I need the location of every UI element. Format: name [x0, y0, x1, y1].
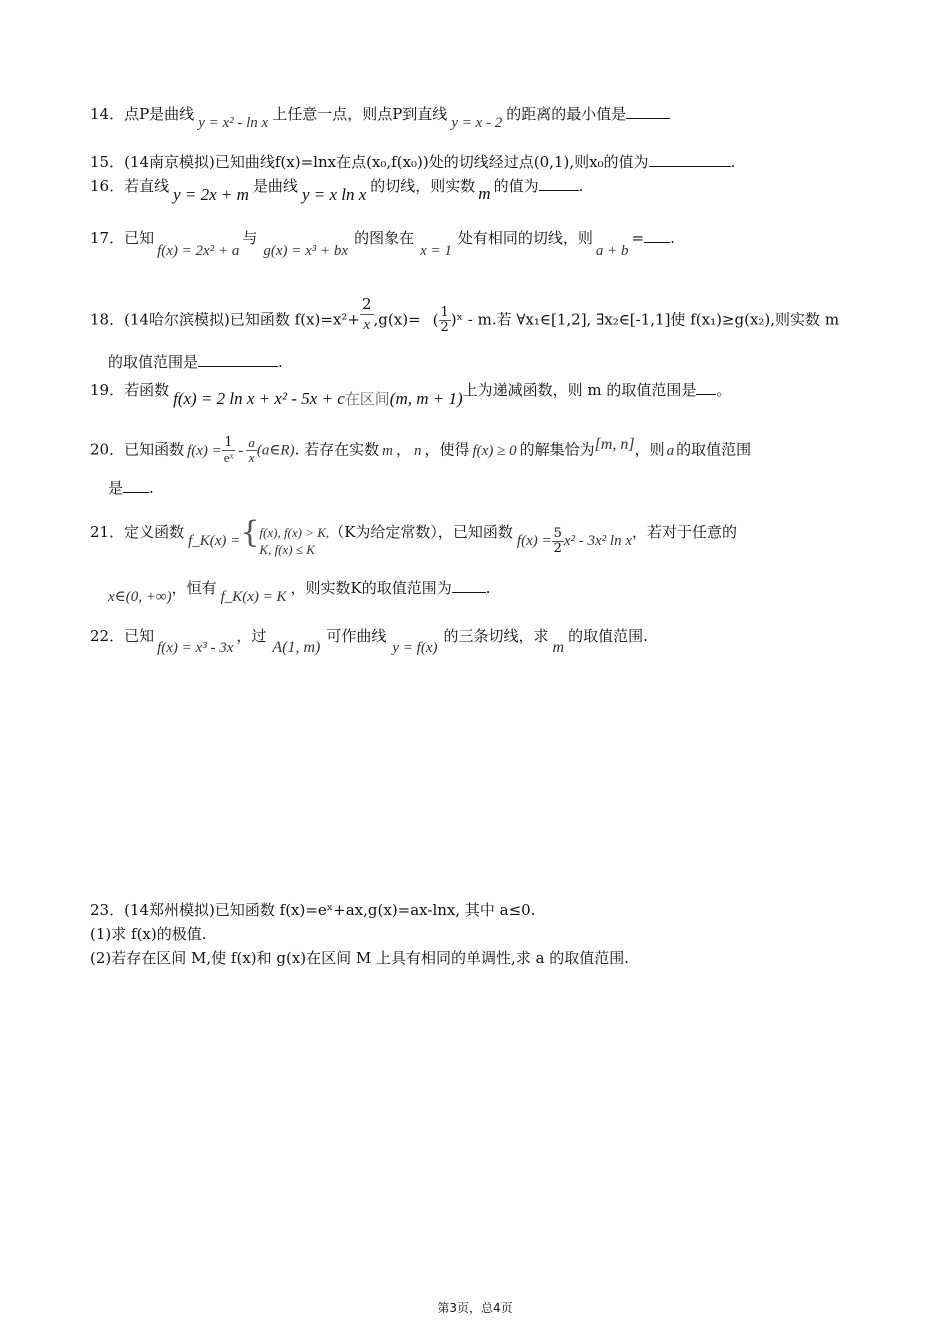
fraction	[246, 436, 257, 465]
denominator: 2	[440, 320, 449, 335]
text: 处有相同的切线，则	[457, 229, 593, 247]
math-f: f(x) = 2 ln x + x² - 5x + c	[173, 389, 345, 408]
numerator: a	[248, 435, 255, 450]
text: ，恒有	[171, 579, 217, 597]
math-expr: a + b	[595, 243, 629, 259]
problem-23-q2	[90, 948, 629, 968]
problem-number: 17．	[90, 229, 125, 247]
text: ，	[395, 440, 411, 459]
problem-21	[90, 515, 738, 557]
math-eq: f_K(x) = K	[220, 589, 287, 605]
numerator: 2	[361, 295, 372, 313]
text: 已知	[124, 627, 155, 645]
answer-blank	[539, 176, 579, 191]
text: 点P是曲线	[124, 105, 195, 123]
text: 的值为	[493, 177, 539, 195]
text: 已知函数	[124, 440, 185, 459]
numerator: 1	[222, 436, 236, 451]
text: 的取值范围是	[108, 353, 199, 371]
text: (1)求 f(x)的极值.	[90, 925, 207, 943]
math-curve: y = f(x)	[392, 640, 438, 656]
case-2: K, f(x) ≤ K	[259, 542, 315, 557]
text: =	[631, 229, 645, 247]
fraction	[552, 527, 564, 556]
problem-number: 19．	[90, 381, 125, 399]
answer-blank	[198, 352, 278, 367]
problem-14	[90, 104, 670, 131]
fraction	[439, 306, 451, 335]
math-var: a	[666, 442, 675, 459]
text: 上为递减函数，则 m 的取值范围是	[462, 381, 697, 399]
fraction	[222, 436, 236, 465]
problem-21-continued	[108, 578, 491, 605]
text: )ˣ -	[450, 310, 473, 329]
text: 的取值范围.	[568, 627, 648, 645]
math-f: f(x) =	[516, 533, 552, 549]
text: ，则实数K的取值范围为	[290, 579, 452, 597]
text: .	[730, 153, 736, 171]
math-f: f(x) = 2x² + a	[157, 243, 240, 259]
problem-number: 14．	[90, 105, 125, 123]
text: ,g(x)=	[373, 310, 421, 329]
math-domain: (a∈R)	[256, 442, 295, 459]
text: 23．(14郑州模拟)已知函数 f(x)=eˣ+ax,g(x)=ax-lnx, 其中 a≤0.	[90, 901, 536, 919]
math-fk: f_K(x) =	[188, 533, 241, 549]
problem-16	[90, 176, 584, 204]
math-line: y = x - 2	[451, 115, 503, 131]
math-interval: (m, m + 1)	[389, 389, 463, 408]
page-footer: 第3页，总4页	[437, 1301, 513, 1315]
brace: {	[240, 515, 260, 550]
text: .	[578, 177, 584, 195]
text: 15．(14南京模拟)已知曲线f(x)=lnx在点(x₀,f(x₀))处的切线经过点(0,1),则x₀的值为	[90, 153, 649, 171]
text: 的解集恰为	[519, 440, 595, 459]
text: (2)若存在区间 M,使 f(x)和 g(x)在区间 M 上具有相同的单调性,求 a 的取值范围.	[90, 949, 630, 967]
problem-19	[90, 380, 732, 408]
problem-number: 21．	[90, 523, 125, 541]
fraction	[360, 294, 374, 335]
text: 的切线，则实数	[370, 177, 476, 195]
math-var: n	[414, 442, 422, 459]
problem-number: 16．	[90, 177, 125, 195]
text: 的三条切线，求	[443, 627, 549, 645]
denominator: eˣ	[223, 450, 234, 465]
math-f: f(x) =	[187, 442, 222, 459]
math-cond: x∈(0, +∞)	[108, 589, 172, 605]
text: m.若 ∀x₁∈[1,2], ∃x₂∈[-1,1]使 f(x₁)≥g(x₂),则实数 m	[477, 310, 840, 329]
text: . 若存在实数	[294, 440, 380, 459]
text: 已知	[124, 229, 155, 247]
text: 是	[108, 479, 124, 497]
math-curve: y = x² - ln x	[198, 115, 269, 131]
math-g: g(x) = x³ + bx	[263, 243, 349, 259]
numerator: 1	[440, 305, 449, 320]
text: 的图象在	[354, 229, 415, 247]
answer-blank	[696, 380, 716, 395]
answer-blank	[626, 104, 670, 119]
problem-20-continued	[108, 478, 154, 498]
math-var: m	[552, 639, 565, 656]
denominator: x	[363, 317, 371, 333]
text: （K为给定常数），已知函数	[329, 523, 513, 541]
problem-20	[90, 436, 751, 465]
text: 若函数	[124, 381, 170, 399]
text: ，使得	[424, 440, 470, 459]
text: ，若对于任意的	[632, 523, 738, 541]
text: .	[278, 353, 283, 371]
text: (	[432, 310, 439, 329]
text: .	[485, 579, 491, 597]
text: .	[670, 229, 675, 247]
text: 上任意一点，则点P到直线	[272, 105, 448, 123]
denominator: x	[248, 450, 255, 465]
problem-17	[90, 228, 675, 259]
math-ineq: f(x) ≥ 0	[472, 442, 517, 459]
text: 的取值范围	[676, 440, 752, 459]
math-var: m	[478, 184, 491, 203]
text: 定义函数	[124, 523, 185, 541]
text: 可作曲线	[326, 627, 387, 645]
problem-number: 20．	[90, 440, 125, 459]
problem-18	[90, 295, 840, 341]
math-set: [m, n]	[594, 435, 635, 453]
answer-blank	[452, 578, 486, 593]
problem-number: 18．	[90, 310, 125, 329]
math-cond: x = 1	[420, 243, 452, 259]
math-line: y = 2x + m	[173, 185, 249, 204]
text: 的距离的最小值是	[506, 105, 627, 123]
math-var: m	[382, 442, 393, 459]
problem-number: 22．	[90, 627, 125, 645]
problem-23-q1	[90, 924, 207, 944]
text: 与	[242, 229, 258, 247]
math-f-body: x² - 3x² ln x	[563, 533, 633, 549]
problem-15	[90, 152, 735, 172]
text: ，过	[236, 627, 267, 645]
text: 若直线	[124, 177, 170, 195]
case-1: f(x), f(x) > K,	[259, 525, 330, 540]
denominator: 2	[553, 540, 562, 556]
answer-blank	[644, 228, 670, 243]
problem-18-continued	[108, 352, 283, 372]
text: .	[149, 479, 154, 497]
text: 是曲线	[252, 177, 298, 195]
text: (14哈尔滨模拟)已知函数 f(x)=x²+	[124, 310, 360, 329]
text: 在区间	[344, 390, 390, 408]
answer-blank	[123, 478, 149, 493]
problem-23-head	[90, 900, 536, 920]
math-curve: y = x ln x	[301, 185, 367, 204]
math-f: f(x) = x³ - 3x	[157, 640, 234, 656]
text: ，则	[634, 440, 665, 459]
text: 。	[716, 381, 732, 399]
piecewise-cases	[259, 524, 329, 558]
math-point: A(1, m)	[272, 639, 321, 656]
answer-blank	[649, 152, 731, 167]
problem-22	[90, 626, 648, 656]
numerator: 5	[553, 525, 562, 541]
text: -	[238, 442, 244, 459]
